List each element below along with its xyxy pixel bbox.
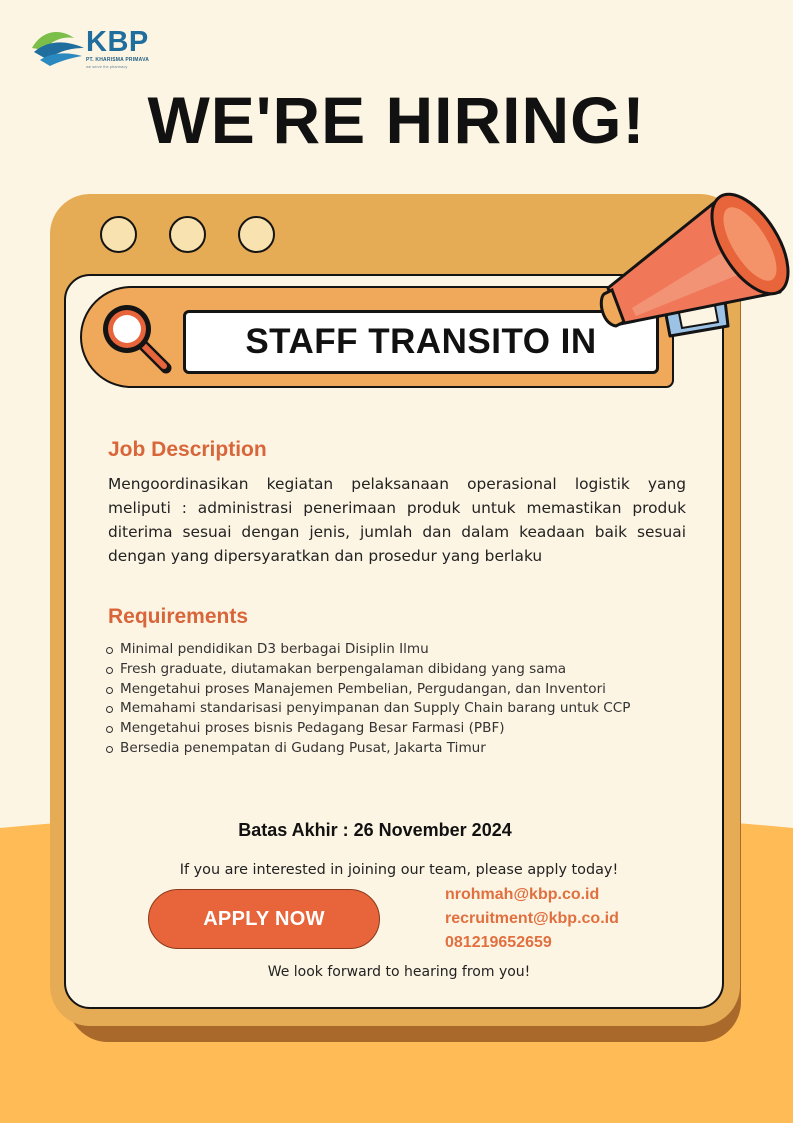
contact-email-1[interactable]: nrohmah@kbp.co.id (445, 886, 600, 903)
window-dot-2 (169, 216, 206, 253)
bullet-icon (106, 667, 113, 674)
company-logo (30, 26, 160, 70)
list-item: Bersedia penempatan di Gudang Pusat, Jakarta Timur (105, 739, 715, 759)
list-item: Fresh graduate, diutamakan berpengalaman dibidang yang sama (105, 660, 715, 680)
logo-tagline: we serve the pharmacy (86, 64, 128, 69)
bullet-icon (106, 726, 113, 733)
window-dot-1 (100, 216, 137, 253)
position-title: STAFF TRANSITO IN (245, 322, 597, 361)
magnifier-icon (96, 298, 176, 378)
list-item: Mengetahui proses Manajemen Pembelian, Pergudangan, dan Inventori (105, 680, 715, 700)
interest-text: If you are interested in joining our team, please apply today! (179, 862, 619, 878)
bullet-icon (106, 647, 113, 654)
apply-now-button[interactable]: APPLY NOW (148, 889, 380, 949)
logo-wordmark: KBP (86, 26, 149, 58)
contact-list (445, 883, 619, 955)
page-headline: WE'RE HIRING! (147, 83, 646, 157)
requirements-title: Requirements (108, 605, 249, 628)
window-dot-3 (238, 216, 275, 253)
bullet-icon (106, 746, 113, 753)
requirements-list (105, 640, 715, 759)
logo-company-name: PT. KHARISMA PRIMAVA (86, 57, 150, 63)
kbp-logo-icon (30, 26, 88, 68)
application-deadline: Batas Akhir : 26 November 2024 (238, 820, 512, 840)
list-item: Minimal pendidikan D3 berbagai Disiplin Ilmu (105, 640, 715, 660)
list-item: Mengetahui proses bisnis Pedagang Besar Farmasi (PBF) (105, 719, 715, 739)
position-title-box (183, 310, 659, 374)
list-item: Memahami standarisasi penyimpanan dan Supply Chain barang untuk CCP (105, 699, 715, 719)
megaphone-icon (596, 176, 793, 351)
contact-email-2[interactable]: recruitment@kbp.co.id (445, 910, 619, 927)
closing-text: We look forward to hearing from you! (267, 964, 531, 980)
contact-phone[interactable]: 081219652659 (445, 934, 552, 951)
bullet-icon (106, 687, 113, 694)
bullet-icon (106, 706, 113, 713)
job-description-text: Mengoordinasikan kegiatan pelaksanaan operasional logistik yang meliputi : administrasi penerimaan produk untuk memastikan produk diterima sesuai dengan jenis, jumlah dan dalam keadaan baik sesuai dengan yang dipersyaratkan dan prosedur yang berlaku (108, 475, 686, 565)
job-description-title: Job Description (108, 438, 267, 461)
